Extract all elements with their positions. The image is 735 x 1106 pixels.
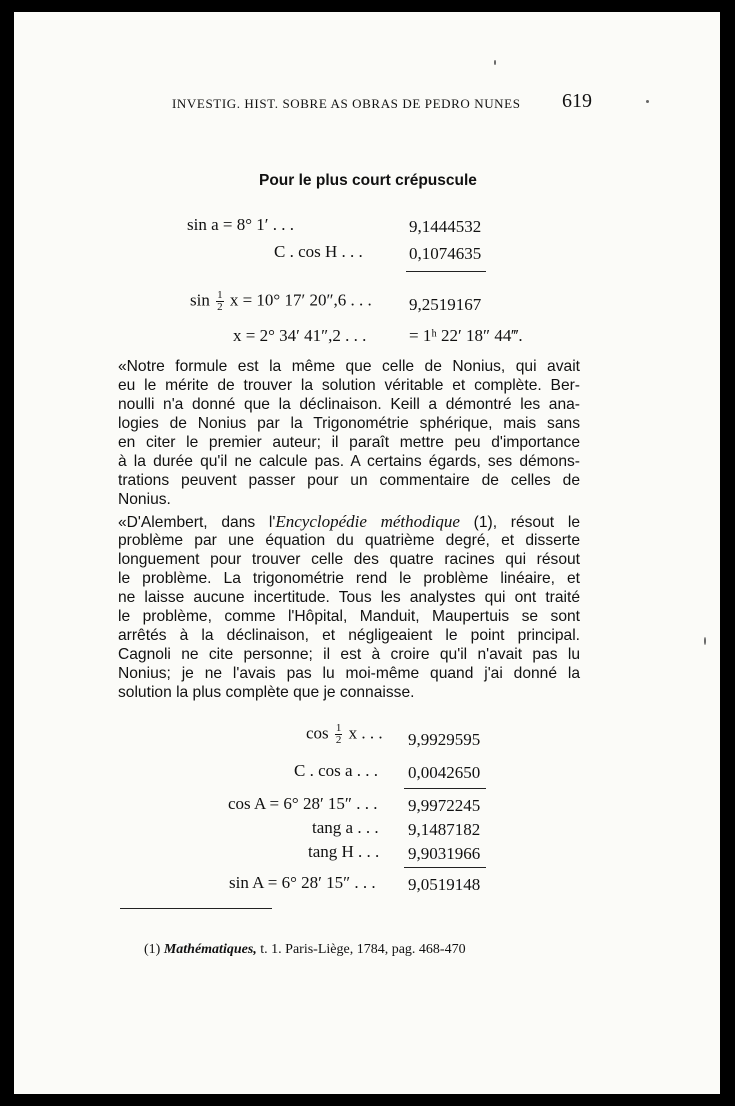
table2-row-1-label: cos $\frac{1}{2}$ x . . . (306, 722, 383, 746)
table2-row-5-value: 9,9031966 (408, 844, 481, 863)
paragraph-2-line: arrêtés à la déclinaison, et négligeaient le point principal. (118, 627, 580, 644)
paragraph-1-line: trations peuvent passer pour un commentaire de celles de (118, 472, 580, 489)
table2-sum-rule-2 (404, 867, 486, 868)
table1-row-1-label: sin a = 8° 1′ . . . (187, 215, 294, 234)
table2-row-3-label: cos A = 6° 28′ 15″ . . . (228, 794, 378, 813)
table1-row-4-label: x = 2° 34′ 41″,2 . . . (233, 326, 367, 345)
scan-speck (494, 60, 496, 65)
encyclopedie-title: Encyclopédie méthodique (275, 512, 460, 531)
scan-speck (704, 637, 706, 645)
table2-row-1-value: 9,9929595 (408, 730, 481, 749)
table2-row-6-value: 9,0519148 (408, 875, 481, 894)
paragraph-2-line: Cagnoli ne cite personne; il est à croire qu'il n'avait pas lu (118, 646, 580, 663)
table2-row-2-value: 0,0042650 (408, 763, 481, 782)
table1-row-4-value: = 1ʰ 22′ 18″ 44‴. (409, 326, 523, 345)
table1-row-3-value: 9,2519167 (409, 295, 482, 314)
paragraph-1-line: logies de Nonius par la Trigonométrie sphérique, mais sans (118, 415, 580, 432)
table1-row-2-value: 0,1074635 (409, 244, 482, 263)
paragraph-1 (118, 357, 580, 509)
paragraph-1-line: noulli n'a donné que la déclinaison. Keill a démontré les ana- (118, 396, 580, 413)
footnote-rule (120, 908, 272, 909)
table2-row-5-label: tang H . . . (308, 842, 380, 861)
paragraph-2-first-line: «D'Alembert, dans l'Encyclopédie méthodique (1), résout le (118, 512, 580, 531)
paragraph-1-line: «Notre formule est la même que celle de Nonius, qui avait (118, 358, 580, 375)
paragraph-2-line: problème par une équation du quatrième degré, et disserte (118, 532, 580, 549)
table2-row-6-label: sin A = 6° 28′ 15″ . . . (229, 873, 376, 892)
footnote-title: Mathématiques, (163, 942, 257, 957)
paragraph-2 (118, 512, 580, 702)
paragraph-2-line: solution la plus complète que je connaisse. (118, 684, 415, 701)
paragraph-2-line: le problème. La trigonométrie rend le problème linéaire, et (118, 570, 580, 587)
paragraph-2-line: le problème, comme l'Hôpital, Manduit, Maupertuis se sont (118, 608, 580, 625)
table2-row-4-value: 9,1487182 (408, 820, 481, 839)
scan-speck (646, 100, 649, 103)
table2-row-3-value: 9,9972245 (408, 796, 481, 815)
running-head: INVESTIG. HIST. SOBRE AS OBRAS DE PEDRO NUNES (172, 96, 521, 111)
table1-sum-rule (406, 271, 486, 272)
paragraph-2-line: Nonius; je ne l'avais pas lu moi-même quand j'ai donné la (118, 665, 580, 682)
paragraph-1-line: Nonius. (118, 491, 171, 508)
table1-row-3-label: sin $\frac{1}{2}$ x = 10° 17′ 20″,6 . . . (190, 289, 372, 313)
paragraph-1-line: eu le mérite de trouver la solution véritable et complète. Ber- (118, 377, 580, 394)
table1-row-2-label: C . cos H . . . (274, 242, 363, 261)
table1-row-1-value: 9,1444532 (409, 217, 482, 236)
section-title: Pour le plus court crépuscule (259, 172, 477, 189)
table2-sum-rule (404, 788, 486, 789)
paragraph-1-line: à la durée qu'il ne calcule pas. A certains égards, ses démons- (118, 453, 580, 470)
footnote: (1) Mathématiques, t. 1. Paris-Liège, 1784, pag. 468-470 (144, 942, 466, 957)
paragraph-2-line: ne laisse aucune incertitude. Tous les analystes qui ont traité (118, 589, 580, 606)
paragraph-1-line: en citer le premier auteur; il paraît mettre peu d'importance (118, 434, 580, 451)
paragraph-2-line: longuement pour trouver celle des quatre racines qui résout (118, 551, 580, 568)
book-page (14, 12, 720, 1094)
table2-row-2-label: C . cos a . . . (294, 761, 379, 780)
table2-row-4-label: tang a . . . (312, 818, 379, 837)
page-number: 619 (562, 90, 592, 112)
